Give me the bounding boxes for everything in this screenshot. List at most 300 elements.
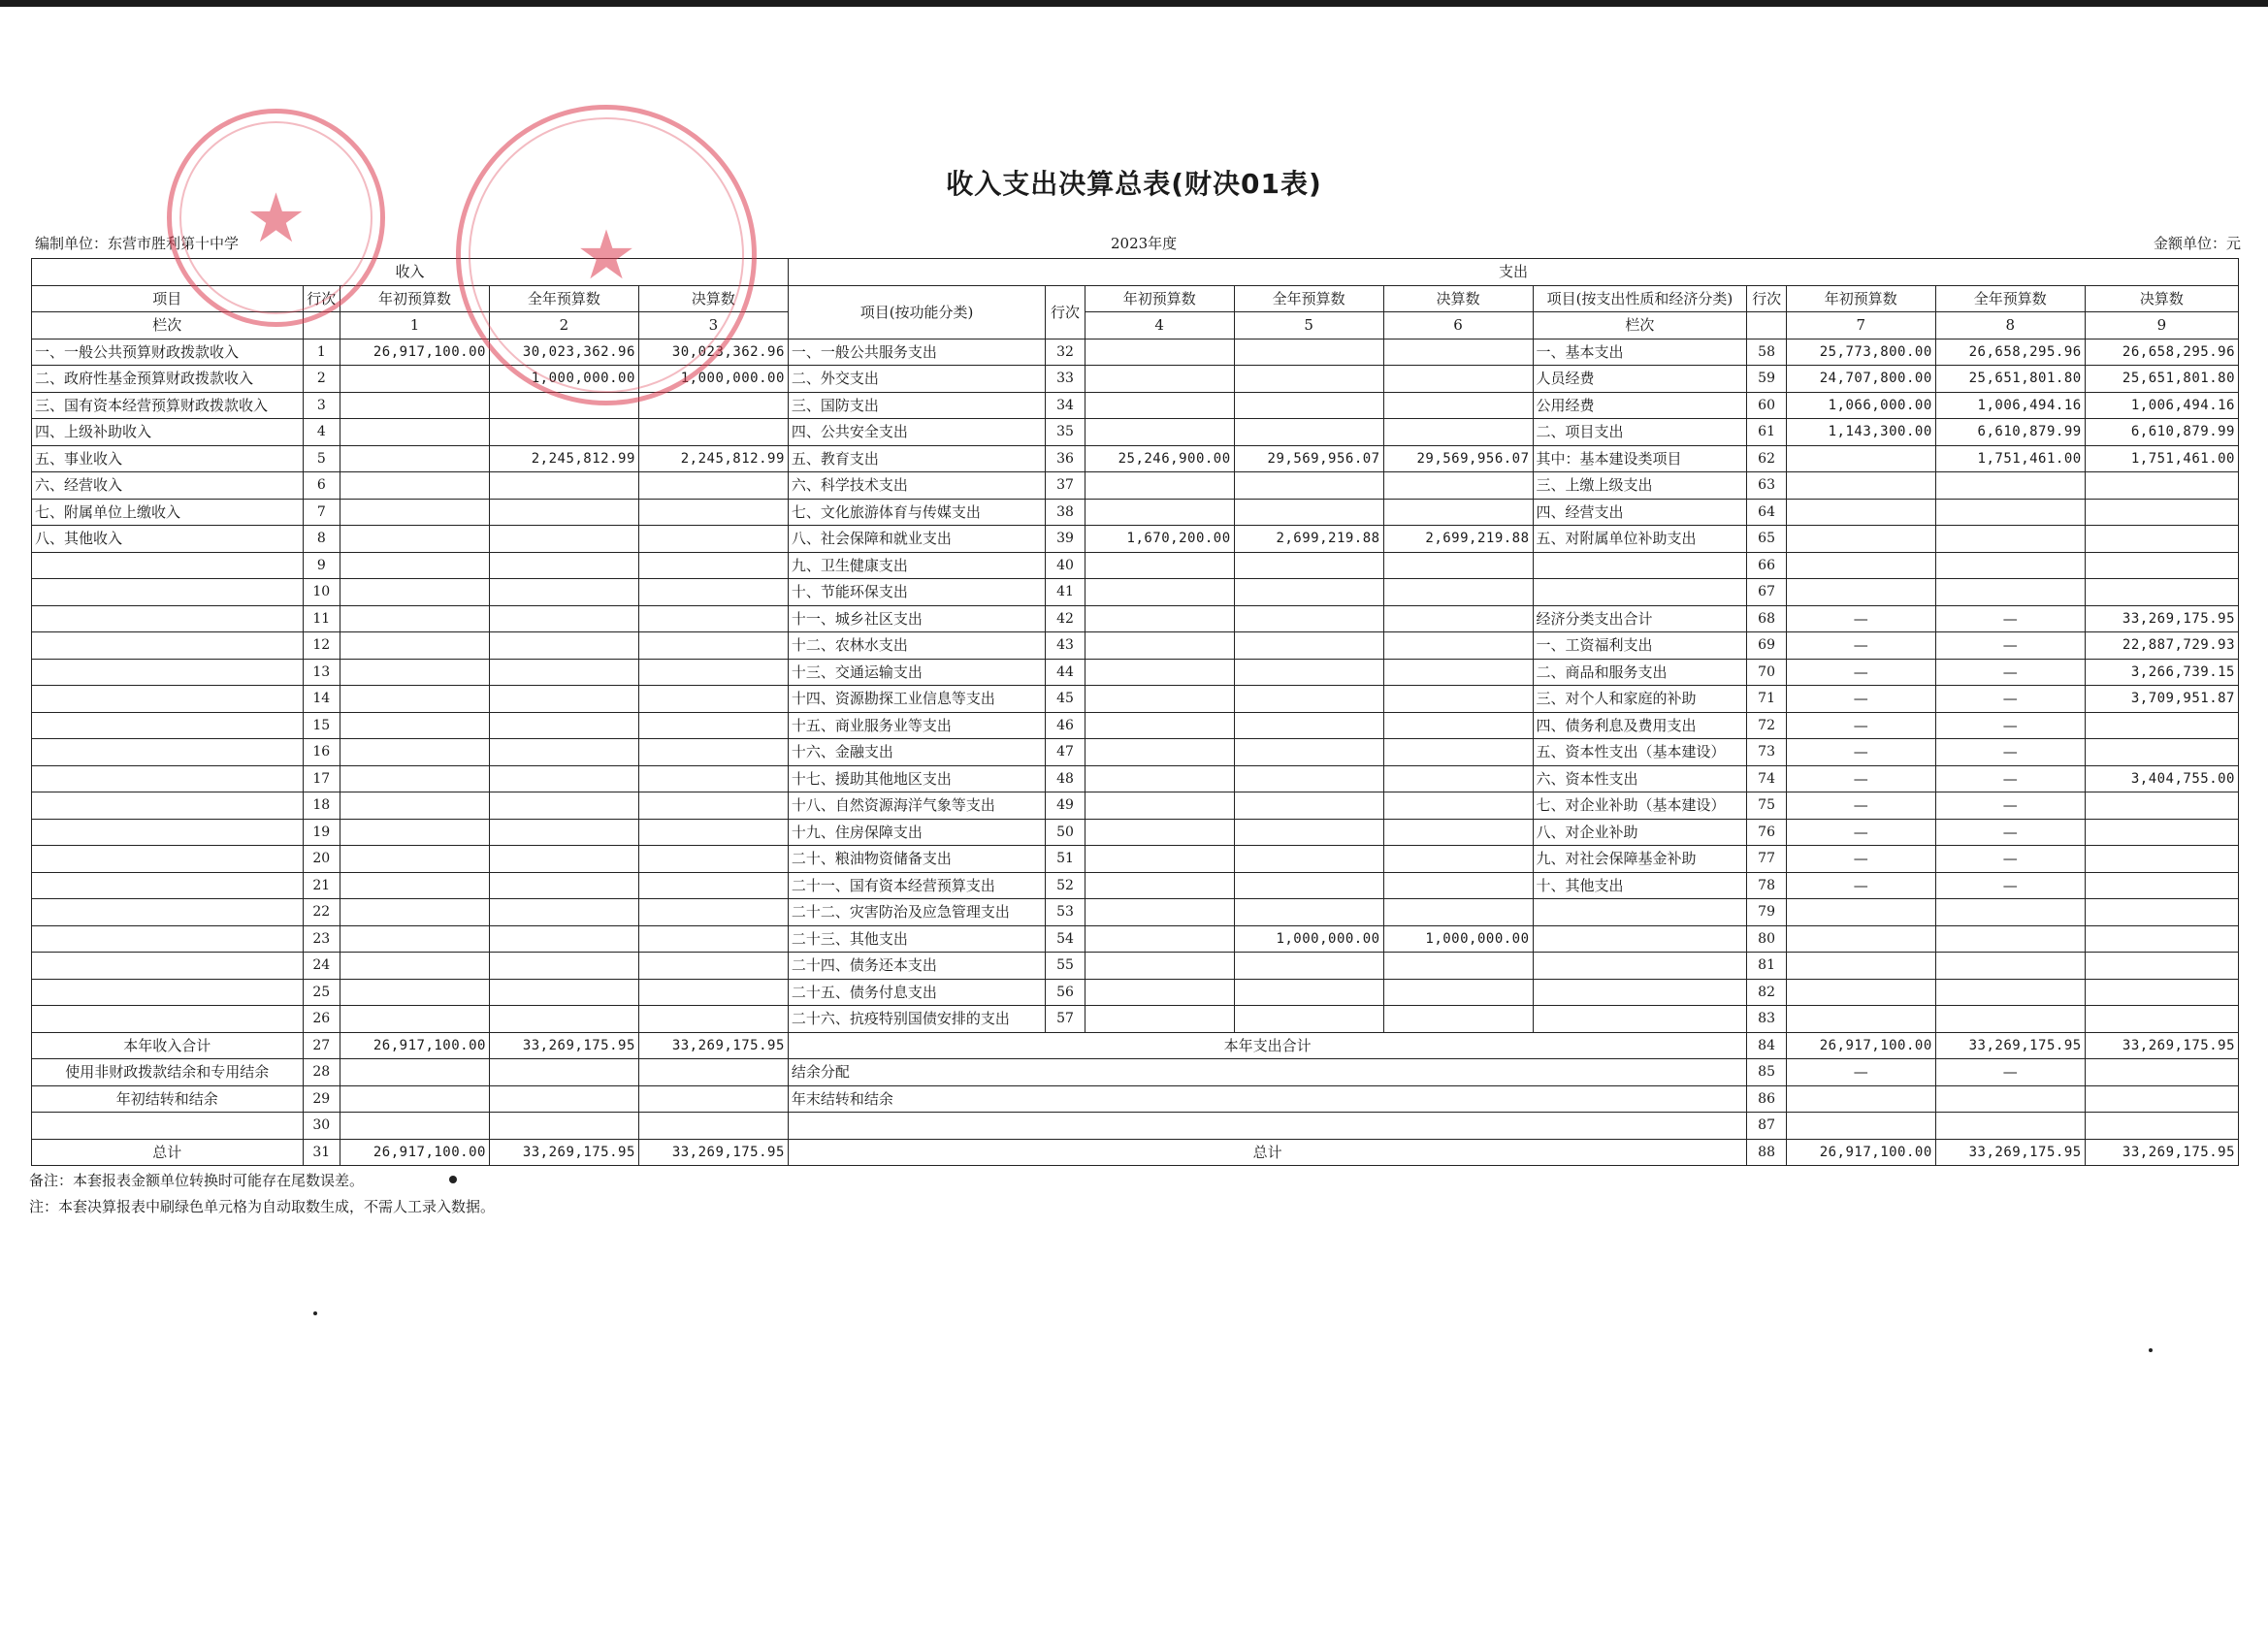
income-row-number: 30 [303,1113,340,1140]
income-item-label: 六、经营收入 [32,472,304,500]
income-initial-budget [340,872,490,899]
func-annual-budget [1234,659,1383,686]
income-initial-budget [340,765,490,792]
table-row [32,899,2239,926]
econ-annual-budget [1935,472,2085,500]
func-annual-budget: 1,000,000.00 [1234,925,1383,953]
income-final-amount [638,526,788,553]
econ-row-number: 64 [1747,499,1787,526]
income-annual-budget [489,953,638,980]
col-item: 项目 [32,285,304,312]
func-annual-budget [1234,739,1383,766]
income-item-label [32,953,304,980]
income-final-amount: 1,000,000.00 [638,366,788,393]
income-annual-budget [489,686,638,713]
econ-row-number: 88 [1747,1139,1787,1166]
econ-expense-label: 五、对附属单位补助支出 [1533,526,1747,553]
econ-final-amount [2085,1006,2238,1033]
func-row-number: 57 [1046,1006,1085,1033]
func-row-number: 47 [1046,739,1085,766]
income-initial-budget [340,419,490,446]
econ-initial-budget: — [1786,605,1935,632]
func-expense-label: 七、文化旅游体育与传媒支出 [788,499,1045,526]
econ-final-amount [2085,1059,2238,1086]
income-annual-budget [489,1006,638,1033]
income-initial-budget: 26,917,100.00 [340,1032,490,1059]
seal-star-icon: ★ [245,178,307,258]
income-initial-budget [340,819,490,846]
lanci-label: 栏次 [32,312,304,340]
col-econ-annual: 全年预算数 [1935,285,2085,312]
income-initial-budget [340,739,490,766]
income-item-label [32,579,304,606]
scan-speck [449,1176,457,1183]
econ-row-number: 74 [1747,765,1787,792]
econ-final-amount [2085,579,2238,606]
econ-expense-label [1533,899,1747,926]
econ-annual-budget [1935,526,2085,553]
table-row [32,632,2239,660]
func-expense-label: 二十、粮油物资储备支出 [788,846,1045,873]
income-item-label [32,632,304,660]
econ-expense-label [1533,552,1747,579]
income-row-number: 20 [303,846,340,873]
scan-top-edge [0,0,2268,7]
func-final-amount [1383,899,1533,926]
func-row-number: 46 [1046,712,1085,739]
income-initial-budget [340,659,490,686]
func-annual-budget: 2,699,219.88 [1234,526,1383,553]
income-initial-budget [340,1059,490,1086]
econ-annual-budget [1935,925,2085,953]
econ-final-amount [2085,1113,2238,1140]
lanci-label: 栏次 [1533,312,1747,340]
footnote-auto-cells: 注：本套决算报表中刷绿色单元格为自动取数生成，不需人工录入数据。 [29,1198,496,1215]
table-row [32,339,2239,366]
econ-expense-label: 八、对企业补助 [1533,819,1747,846]
income-initial-budget [340,579,490,606]
func-final-amount [1383,686,1533,713]
func-expense-label: 二十三、其他支出 [788,925,1045,953]
summary-row [32,1139,2239,1166]
func-row-number: 43 [1046,632,1085,660]
func-final-amount [1383,392,1533,419]
income-initial-budget [340,526,490,553]
income-final-amount [638,1085,788,1113]
income-final-amount [638,686,788,713]
func-row-number: 44 [1046,659,1085,686]
func-expense-label: 九、卫生健康支出 [788,552,1045,579]
func-row-number: 32 [1046,339,1085,366]
table-row [32,819,2239,846]
func-initial-budget: 1,670,200.00 [1085,526,1234,553]
col-func-item: 项目(按功能分类) [788,285,1045,339]
income-final-amount [638,632,788,660]
econ-final-amount: 26,658,295.96 [2085,339,2238,366]
table-row [32,366,2239,393]
income-row-number: 25 [303,979,340,1006]
econ-initial-budget [1786,1006,1935,1033]
table-row [32,925,2239,953]
func-final-amount: 29,569,956.07 [1383,445,1533,472]
func-initial-budget [1085,366,1234,393]
func-annual-budget [1234,552,1383,579]
econ-final-amount [2085,712,2238,739]
income-initial-budget [340,953,490,980]
income-summary-label: 本年收入合计 [32,1032,304,1059]
func-annual-budget [1234,846,1383,873]
func-expense-label: 二十六、抗疫特别国债安排的支出 [788,1006,1045,1033]
income-annual-budget [489,499,638,526]
func-row-number: 53 [1046,899,1085,926]
income-final-amount [638,1113,788,1140]
col-number: 9 [2085,312,2238,340]
income-final-amount [638,552,788,579]
income-annual-budget [489,552,638,579]
econ-expense-label [1533,1006,1747,1033]
econ-annual-budget: 33,269,175.95 [1935,1139,2085,1166]
econ-initial-budget [1786,445,1935,472]
econ-expense-label: 二、商品和服务支出 [1533,659,1747,686]
expense-summary-label: 本年支出合计 [788,1032,1746,1059]
econ-final-amount: 3,709,951.87 [2085,686,2238,713]
income-initial-budget [340,1085,490,1113]
econ-initial-budget [1786,979,1935,1006]
col-number: 5 [1234,312,1383,340]
col-econ-initial: 年初预算数 [1786,285,1935,312]
func-annual-budget [1234,392,1383,419]
econ-final-amount [2085,526,2238,553]
income-annual-budget [489,632,638,660]
func-expense-label: 四、公共安全支出 [788,419,1045,446]
income-row-number: 6 [303,472,340,500]
func-final-amount [1383,739,1533,766]
func-row-number: 54 [1046,925,1085,953]
income-item-label: 一、一般公共预算财政拨款收入 [32,339,304,366]
econ-expense-label [1533,979,1747,1006]
econ-initial-budget: 1,066,000.00 [1786,392,1935,419]
econ-initial-budget: — [1786,659,1935,686]
func-final-amount [1383,419,1533,446]
econ-initial-budget: 26,917,100.00 [1786,1032,1935,1059]
func-final-amount [1383,499,1533,526]
econ-annual-budget: — [1935,872,2085,899]
econ-row-number: 79 [1747,899,1787,926]
econ-final-amount [2085,899,2238,926]
econ-annual-budget [1935,1006,2085,1033]
income-row-number: 12 [303,632,340,660]
econ-initial-budget [1786,1085,1935,1113]
func-expense-label: 五、教育支出 [788,445,1045,472]
func-expense-label: 三、国防支出 [788,392,1045,419]
income-row-number: 16 [303,739,340,766]
econ-initial-budget: 25,773,800.00 [1786,339,1935,366]
func-expense-label: 十、节能环保支出 [788,579,1045,606]
econ-expense-label: 九、对社会保障基金补助 [1533,846,1747,873]
summary-row [32,1113,2239,1140]
table-row [32,526,2239,553]
col-econ-final: 决算数 [2085,285,2238,312]
income-initial-budget [340,366,490,393]
table-row [32,1006,2239,1033]
summary-row [32,1059,2239,1086]
col-number: 6 [1383,312,1533,340]
col-econ-item: 项目(按支出性质和经济分类) [1533,285,1747,312]
econ-row-number: 72 [1747,712,1787,739]
income-annual-budget [489,792,638,820]
econ-row-number: 70 [1747,659,1787,686]
econ-final-amount [2085,739,2238,766]
income-row-number: 26 [303,1006,340,1033]
func-final-amount: 2,699,219.88 [1383,526,1533,553]
econ-annual-budget [1935,552,2085,579]
func-final-amount [1383,1006,1533,1033]
econ-row-number: 65 [1747,526,1787,553]
col-number: 4 [1085,312,1234,340]
income-item-label: 四、上级补助收入 [32,419,304,446]
func-expense-label: 十五、商业服务业等支出 [788,712,1045,739]
econ-row-number: 77 [1747,846,1787,873]
income-row-number: 27 [303,1032,340,1059]
report-year: 2023年度 [1111,235,1178,252]
income-initial-budget [340,686,490,713]
income-annual-budget [489,1059,638,1086]
func-row-number: 45 [1046,686,1085,713]
econ-annual-budget: — [1935,792,2085,820]
econ-final-amount: 3,404,755.00 [2085,765,2238,792]
income-initial-budget [340,792,490,820]
income-row-number: 31 [303,1139,340,1166]
econ-annual-budget: — [1935,765,2085,792]
table-row [32,765,2239,792]
econ-row-number: 66 [1747,552,1787,579]
income-final-amount: 33,269,175.95 [638,1139,788,1166]
col-rownum: 行次 [303,285,340,312]
func-annual-budget [1234,1006,1383,1033]
income-final-amount: 30,023,362.96 [638,339,788,366]
table-row [32,739,2239,766]
income-row-number: 29 [303,1085,340,1113]
econ-final-amount [2085,872,2238,899]
income-initial-budget [340,899,490,926]
expense-summary-label: 年末结转和结余 [788,1085,1746,1113]
col-func-rownum: 行次 [1046,285,1085,339]
expense-summary-label [788,1113,1746,1140]
econ-initial-budget: — [1786,765,1935,792]
econ-annual-budget: — [1935,739,2085,766]
income-initial-budget [340,846,490,873]
col-number: 2 [489,312,638,340]
func-annual-budget [1234,419,1383,446]
func-annual-budget: 29,569,956.07 [1234,445,1383,472]
func-expense-label: 十八、自然资源海洋气象等支出 [788,792,1045,820]
income-row-number: 28 [303,1059,340,1086]
econ-expense-label [1533,953,1747,980]
econ-expense-label: 七、对企业补助（基本建设） [1533,792,1747,820]
func-final-amount [1383,819,1533,846]
income-summary-label [32,1113,304,1140]
func-expense-label: 六、科学技术支出 [788,472,1045,500]
func-final-amount [1383,605,1533,632]
scan-speck [313,1311,317,1315]
income-annual-budget [489,872,638,899]
footnote-rounding: 备注：本套报表金额单位转换时可能存在尾数误差。 [29,1172,365,1189]
income-initial-budget [340,445,490,472]
income-summary-label: 使用非财政拨款结余和专用结余 [32,1059,304,1086]
econ-annual-budget [1935,1113,2085,1140]
income-final-amount [638,472,788,500]
income-item-label: 七、附属单位上缴收入 [32,499,304,526]
func-annual-budget [1234,979,1383,1006]
econ-initial-budget [1786,499,1935,526]
econ-annual-budget: — [1935,1059,2085,1086]
income-row-number: 11 [303,605,340,632]
func-final-amount [1383,953,1533,980]
income-row-number: 22 [303,899,340,926]
income-initial-budget [340,499,490,526]
func-annual-budget [1234,953,1383,980]
econ-annual-budget: 1,751,461.00 [1935,445,2085,472]
table-row [32,979,2239,1006]
income-final-amount [638,792,788,820]
income-item-label: 八、其他收入 [32,526,304,553]
income-annual-budget [489,765,638,792]
func-annual-budget [1234,472,1383,500]
econ-annual-budget: — [1935,632,2085,660]
econ-expense-label: 十、其他支出 [1533,872,1747,899]
econ-row-number: 75 [1747,792,1787,820]
income-initial-budget [340,552,490,579]
income-initial-budget [340,1113,490,1140]
func-annual-budget [1234,366,1383,393]
econ-initial-budget [1786,579,1935,606]
income-annual-budget [489,979,638,1006]
func-initial-budget [1085,846,1234,873]
income-row-number: 4 [303,419,340,446]
func-annual-budget [1234,712,1383,739]
income-row-number: 23 [303,925,340,953]
func-initial-budget [1085,953,1234,980]
econ-expense-label: 四、债务利息及费用支出 [1533,712,1747,739]
table-row [32,392,2239,419]
func-initial-budget [1085,792,1234,820]
func-annual-budget [1234,872,1383,899]
econ-initial-budget: — [1786,819,1935,846]
income-annual-budget [489,739,638,766]
income-item-label [32,712,304,739]
econ-row-number: 81 [1747,953,1787,980]
econ-expense-label [1533,579,1747,606]
econ-annual-budget [1935,1085,2085,1113]
table-row [32,605,2239,632]
econ-final-amount: 3,266,739.15 [2085,659,2238,686]
func-row-number: 55 [1046,953,1085,980]
income-item-label [32,979,304,1006]
income-row-number: 7 [303,499,340,526]
econ-initial-budget: — [1786,739,1935,766]
func-expense-label: 十三、交通运输支出 [788,659,1045,686]
income-annual-budget [489,392,638,419]
income-row-number: 10 [303,579,340,606]
econ-expense-label: 一、基本支出 [1533,339,1747,366]
table-row [32,846,2239,873]
func-annual-budget [1234,339,1383,366]
func-final-amount [1383,579,1533,606]
income-initial-budget [340,632,490,660]
econ-row-number: 63 [1747,472,1787,500]
econ-row-number: 73 [1747,739,1787,766]
col-number: 3 [638,312,788,340]
econ-annual-budget: — [1935,659,2085,686]
func-initial-budget [1085,872,1234,899]
econ-annual-budget [1935,979,2085,1006]
econ-expense-label: 三、上缴上级支出 [1533,472,1747,500]
income-final-amount: 2,245,812.99 [638,445,788,472]
income-row-number: 15 [303,712,340,739]
func-initial-budget [1085,979,1234,1006]
income-item-label: 三、国有资本经营预算财政拨款收入 [32,392,304,419]
func-row-number: 50 [1046,819,1085,846]
income-initial-budget [340,392,490,419]
income-item-label: 二、政府性基金预算财政拨款收入 [32,366,304,393]
func-row-number: 35 [1046,419,1085,446]
econ-final-amount: 1,006,494.16 [2085,392,2238,419]
func-final-amount [1383,872,1533,899]
compiling-unit: 编制单位：东营市胜利第十中学 [35,235,240,252]
econ-final-amount: 33,269,175.95 [2085,605,2238,632]
income-summary-label: 总计 [32,1139,304,1166]
income-final-amount [638,1059,788,1086]
func-annual-budget [1234,499,1383,526]
func-annual-budget [1234,579,1383,606]
econ-annual-budget: 1,006,494.16 [1935,392,2085,419]
currency-unit: 金额单位：元 [2153,235,2241,252]
func-row-number: 39 [1046,526,1085,553]
func-final-amount: 1,000,000.00 [1383,925,1533,953]
scan-speck [2149,1348,2153,1352]
econ-initial-budget [1786,925,1935,953]
func-expense-label: 二十一、国有资本经营预算支出 [788,872,1045,899]
table-row [32,953,2239,980]
econ-annual-budget: 6,610,879.99 [1935,419,2085,446]
income-annual-budget [489,819,638,846]
econ-initial-budget: — [1786,632,1935,660]
income-initial-budget [340,979,490,1006]
econ-annual-budget: — [1935,846,2085,873]
summary-row [32,1085,2239,1113]
econ-row-number: 87 [1747,1113,1787,1140]
column-header-row [32,285,2239,312]
income-item-label [32,1006,304,1033]
func-initial-budget [1085,552,1234,579]
econ-annual-budget [1935,579,2085,606]
econ-initial-budget: — [1786,686,1935,713]
econ-initial-budget: — [1786,872,1935,899]
econ-initial-budget [1786,526,1935,553]
econ-expense-label: 五、资本性支出（基本建设） [1533,739,1747,766]
income-final-amount [638,712,788,739]
income-summary-label: 年初结转和结余 [32,1085,304,1113]
col-number: 7 [1786,312,1935,340]
econ-row-number: 82 [1747,979,1787,1006]
income-annual-budget [489,659,638,686]
income-annual-budget [489,712,638,739]
func-final-amount [1383,765,1533,792]
econ-initial-budget: 26,917,100.00 [1786,1139,1935,1166]
econ-expense-label: 其中：基本建设类项目 [1533,445,1747,472]
table-row [32,445,2239,472]
func-initial-budget [1085,819,1234,846]
